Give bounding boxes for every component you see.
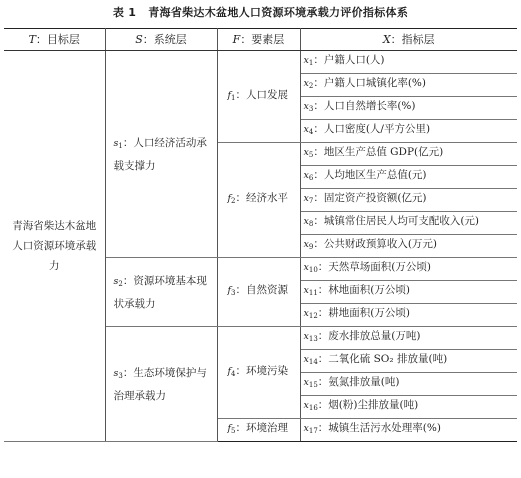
- target-cell: 青海省柴达木盆地人口资源环境承载力: [4, 51, 105, 442]
- header-factor: F：要素层: [217, 29, 300, 51]
- indicator-cell-x7: $x_7$：固定资产投资额(亿元): [300, 189, 517, 212]
- indicator-cell-x8: $x_8$：城镇常住居民人均可支配收入(元): [300, 212, 517, 235]
- factor-cell-f5: $f_5$：环境治理: [217, 419, 300, 442]
- indicator-cell-x6: $x_6$：人均地区生产总值(元): [300, 166, 517, 189]
- indicator-cell-x13: $x_{13}$：废水排放总量(万吨): [300, 327, 517, 350]
- indicator-cell-x11: $x_{11}$：林地面积(万公顷): [300, 281, 517, 304]
- indicator-cell-x12: $x_{12}$：耕地面积(万公顷): [300, 304, 517, 327]
- factor-cell-f2: $f_2$：经济水平: [217, 143, 300, 258]
- indicator-cell-x14: $x_{14}$：二氧化硫 SO₂ 排放量(吨): [300, 350, 517, 373]
- table-number: 表 1: [112, 6, 137, 19]
- indicator-cell-x4: $x_4$：人口密度(人/平方公里): [300, 120, 517, 143]
- indicator-cell-x1: $x_1$：户籍人口(人): [300, 51, 517, 74]
- indicator-cell-x10: $x_{10}$：天然草场面积(万公顷): [300, 258, 517, 281]
- system-cell-s2: $s_2$：资源环境基本现状承载力: [105, 258, 217, 327]
- header-system: S：系统层: [105, 29, 217, 51]
- system-cell-s1: $s_1$：人口经济活动承载支撑力: [105, 51, 217, 258]
- table-caption: [0, 0, 521, 26]
- indicator-cell-x5: $x_5$：地区生产总值 GDP(亿元): [300, 143, 517, 166]
- table-title: 青海省柴达木盆地人口资源环境承载力评价指标体系: [148, 6, 409, 19]
- indicator-cell-x3: $x_3$：人口自然增长率(%): [300, 97, 517, 120]
- system-cell-s3: $s_3$：生态环境保护与治理承载力: [105, 327, 217, 442]
- header-row: [4, 29, 517, 51]
- indicator-cell-x16: $x_{16}$：烟(粉)尘排放量(吨): [300, 396, 517, 419]
- indicator-cell-x15: $x_{15}$：氨氮排放量(吨): [300, 373, 517, 396]
- indicator-cell-x2: $x_2$：户籍人口城镇化率(%): [300, 74, 517, 97]
- factor-cell-f4: $f_4$：环境污染: [217, 327, 300, 419]
- indicator-system-table: [4, 28, 517, 442]
- indicator-cell-x9: $x_9$：公共财政预算收入(万元): [300, 235, 517, 258]
- table-row: [4, 51, 517, 74]
- factor-cell-f1: $f_1$：人口发展: [217, 51, 300, 143]
- header-target: T：目标层: [4, 29, 105, 51]
- factor-cell-f3: $f_3$：自然资源: [217, 258, 300, 327]
- indicator-cell-x17: $x_{17}$：城镇生活污水处理率(%): [300, 419, 517, 442]
- header-indicator: X：指标层: [300, 29, 517, 51]
